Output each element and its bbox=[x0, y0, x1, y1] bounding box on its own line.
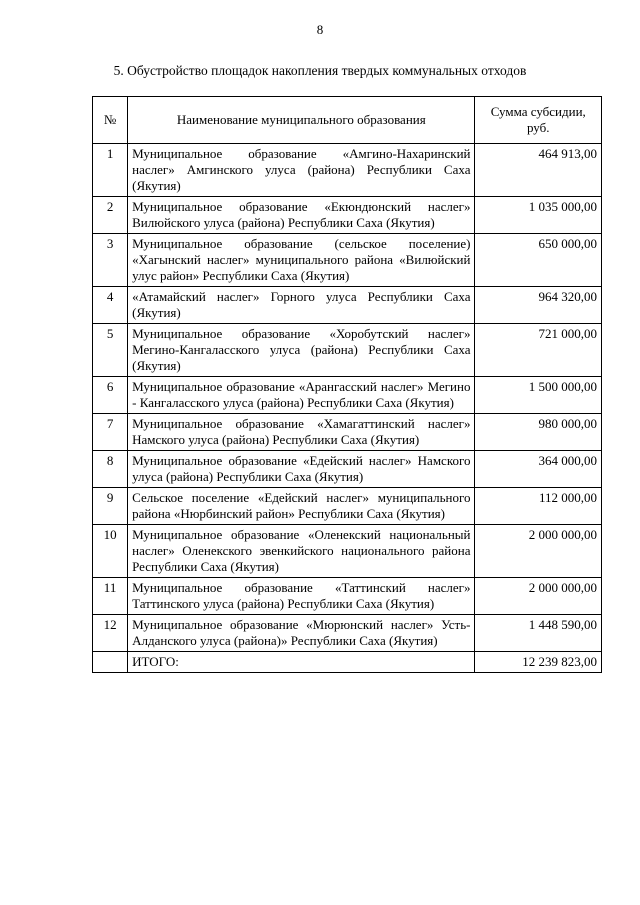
row-number: 10 bbox=[93, 525, 128, 578]
row-number: 8 bbox=[93, 451, 128, 488]
row-number: 4 bbox=[93, 287, 128, 324]
row-number: 1 bbox=[93, 144, 128, 197]
row-municipality-name: «Атамайский наслег» Горного улуса Республики Саха (Якутия) bbox=[128, 287, 475, 324]
row-number: 6 bbox=[93, 377, 128, 414]
row-municipality-name: Муниципальное образование «Оленекский национальный наслег» Оленекского эвенкийского национального района Республики Саха (Якутия) bbox=[128, 525, 475, 578]
row-number: 5 bbox=[93, 324, 128, 377]
row-number: 9 bbox=[93, 488, 128, 525]
header-subsidy-sum: Сумма субсидии, руб. bbox=[475, 97, 602, 144]
row-subsidy-sum: 112 000,00 bbox=[475, 488, 602, 525]
table-row bbox=[93, 578, 602, 615]
table-row bbox=[93, 615, 602, 652]
row-municipality-name: Муниципальное образование «Таттинский наслег» Таттинского улуса (района) Республики Саха (Якутия) bbox=[128, 578, 475, 615]
section-title: 5. Обустройство площадок накопления твердых коммунальных отходов bbox=[113, 63, 527, 78]
page-number: 8 bbox=[316, 22, 324, 37]
row-number: 7 bbox=[93, 414, 128, 451]
row-subsidy-sum: 1 448 590,00 bbox=[475, 615, 602, 652]
table-row bbox=[93, 414, 602, 451]
total-sum: 12 239 823,00 bbox=[475, 652, 602, 673]
table-row bbox=[93, 197, 602, 234]
header-municipality-name: Наименование муниципального образования bbox=[128, 97, 475, 144]
row-number: 11 bbox=[93, 578, 128, 615]
row-number: 12 bbox=[93, 615, 128, 652]
table-row bbox=[93, 144, 602, 197]
table-row bbox=[93, 525, 602, 578]
table-row bbox=[93, 377, 602, 414]
row-municipality-name: Муниципальное образование «Хоробутский наслег» Мегино-Кангаласского улуса (района) Республики Саха (Якутия) bbox=[128, 324, 475, 377]
row-municipality-name: Муниципальное образование «Екюндюнский наслег» Вилюйского улуса (района) Республики Саха (Якутия) bbox=[128, 197, 475, 234]
row-subsidy-sum: 364 000,00 bbox=[475, 451, 602, 488]
row-subsidy-sum: 464 913,00 bbox=[475, 144, 602, 197]
row-municipality-name: Муниципальное образование «Амгино-Нахаринский наслег» Амгинского улуса (района) Республики Саха (Якутия) bbox=[128, 144, 475, 197]
table-row bbox=[93, 287, 602, 324]
table-row bbox=[93, 488, 602, 525]
row-subsidy-sum: 1 035 000,00 bbox=[475, 197, 602, 234]
row-municipality-name: Муниципальное образование «Арангасский наслег» Мегино - Кангаласского улуса (района) Республики Саха (Якутия) bbox=[128, 377, 475, 414]
table-header-row bbox=[93, 97, 602, 144]
row-subsidy-sum: 2 000 000,00 bbox=[475, 578, 602, 615]
row-subsidy-sum: 980 000,00 bbox=[475, 414, 602, 451]
table-row bbox=[93, 451, 602, 488]
row-subsidy-sum: 1 500 000,00 bbox=[475, 377, 602, 414]
row-municipality-name: Муниципальное образование «Едейский наслег» Намского улуса (района) Республики Саха (Якутия) bbox=[128, 451, 475, 488]
row-number: 2 bbox=[93, 197, 128, 234]
row-municipality-name: Муниципальное образование «Хамагаттинский наслег» Намского улуса (района) Республики Саха (Якутия) bbox=[128, 414, 475, 451]
row-subsidy-sum: 964 320,00 bbox=[475, 287, 602, 324]
row-subsidy-sum: 2 000 000,00 bbox=[475, 525, 602, 578]
row-subsidy-sum: 721 000,00 bbox=[475, 324, 602, 377]
row-municipality-name: Муниципальное образование «Мюрюнский наслег» Усть-Алданского улуса (района)» Республики Саха (Якутия) bbox=[128, 615, 475, 652]
header-number: № bbox=[93, 97, 128, 144]
row-municipality-name: Муниципальное образование (сельское поселение) «Хагынский наслег» муниципального района «Вилюйский улус район» Республики Саха (Якутия) bbox=[128, 234, 475, 287]
total-label: ИТОГО: bbox=[128, 652, 475, 673]
subsidy-table bbox=[92, 96, 602, 673]
row-subsidy-sum: 650 000,00 bbox=[475, 234, 602, 287]
total-number-cell bbox=[93, 652, 128, 673]
row-municipality-name: Сельское поселение «Едейский наслег» муниципального района «Нюрбинский район» Республики Саха (Якутия) bbox=[128, 488, 475, 525]
row-number: 3 bbox=[93, 234, 128, 287]
table-row bbox=[93, 234, 602, 287]
total-row bbox=[93, 652, 602, 673]
table-row bbox=[93, 324, 602, 377]
